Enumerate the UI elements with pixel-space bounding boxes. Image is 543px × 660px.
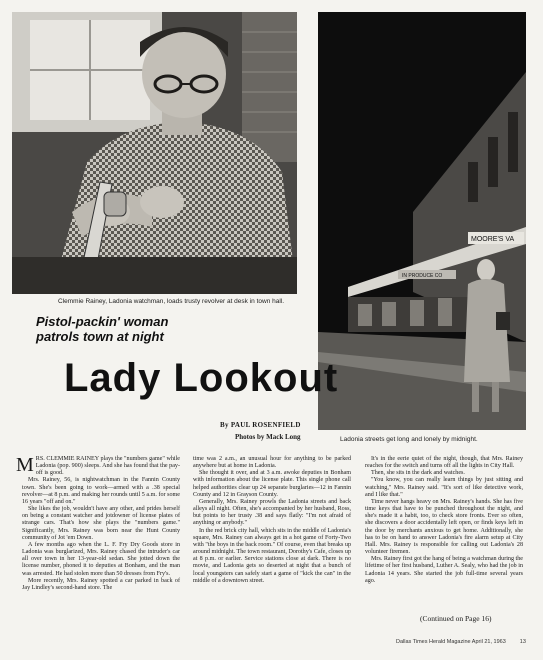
page-footer [396,639,526,645]
article-column-1 [16,454,180,592]
paragraph: Then, she sits in the dark and watches. [371,470,465,477]
photo-credit: Photos by Mack Long [235,433,301,441]
paragraph: More recently, Mrs. Rainey spotted a car parked in back of Jay Lindley's second-hand store. The [22,577,180,591]
paragraph: Time never hangs heavy on Mrs. Rainey's hands. She has five time keys that have to be punched throughout the night, and she's made it a habit, too, to check store fronts. Ever so often, she discovers a door accidentally left open, or finds keys left in the door by merchants anxious to get home. Additionally, she has to be on hand to answer Ladonia's fire alarm setup at City Hall. Mrs. Rainey is responsible for calling out Ladonia's 28 volunteer firemen. [365,498,523,556]
photo-night-street [318,12,526,430]
paragraph: "You know, you can really learn things by just sitting and watching," Mrs. Rainey said. "It's sort of like detective work, and I like that." [365,477,523,498]
continued-on-page-link: (Continued on Page 16) [420,614,492,623]
publication-info: Dallas Times Herald Magazine April 21, 1963 [396,639,506,645]
store-sign-moores: MOORE'S VA [471,236,515,243]
paragraph: In the red brick city hall, which sits in the middle of Ladonia's square, Mrs. Rainey can always get in a hot game of Forty-Two with "the boys in the back room." Of course, even that breaks up around midnight. The town restaurant, Dorothy's Cafe, closes up at 8 p.m. or earlier. Service stations close at dark. There is no movie, and Ladonia gets so deserted at night that a bunch of local youngsters can safely start a game of "kick the can" in the middle of a downtown street. [193,527,351,584]
paragraph: Generally, Mrs. Rainey prowls the Ladonia streets and back alleys all night. Often, she's accompanied by her husband, Ross, but points to her trusty .38 and says flatly: "I'm not afraid of anything or anybody." [193,498,351,527]
article-column-2 [193,456,351,585]
paragraph: It's in the eerie quiet of the night, though, that Mrs. Rainey reaches for the switch and turns off all the lights in City Hall. [365,456,523,470]
paragraph: MRS. CLEMMIE RAINEY plays the "numbers game" while Ladonia (pop. 900) sleeps. And she has found that the pay-off is good. [16,454,180,477]
paragraph: time was 2 a.m., an unusual hour for anything to be parked anywhere but at home in Ladonia. [193,456,351,470]
paragraph: She likes the job, wouldn't have any other, and prides herself on being a constant watcher and jotdowner of license plates of strange cars. That's how she plays the "numbers game." Significantly, Mrs. Rainey was born near the Hunt County community of Jot 'em Down. [22,506,180,541]
paragraph: A few months ago when the L. F. Fry Dry Goods store in Ladonia was burglarized, Mrs. Rainey chased the intruder's car all over town in her 13-year-old sedan. She jotted down the license number, phoned it to deputies at Bonham, and the man was arrested. He had stolen more than 50 dresses from Fry's. [22,541,180,577]
headline: Lady Lookout [64,356,339,400]
subheadline-line-2: patrols town at night [36,329,164,344]
photo-caption-left: Clemmie Rainey, Ladonia watchman, loads trusty revolver at desk in town hall. [58,298,285,305]
paragraph: Mrs. Rainey first got the hang of being a watchman during the lifetime of her first husband, Luther A. Sealy, who had the job in Ladonia 14 years. She started the job full-time several years ago. [365,556,523,584]
subheadline [36,314,168,344]
photo-caption-right: Ladonia streets get long and lonely by midnight. [340,436,478,443]
page-number: 13 [519,639,526,645]
paragraph: She thought it over, and at 3 a.m. awoke deputies in Bonham with information about the license plate. This single phone call helped authorities clear up 24 separate burglaries—12 in Fannin County and 12 in Grayson County. [193,470,351,498]
article-column-3 [365,456,523,585]
byline: By PAUL ROSENFIELD [220,421,301,429]
photo-woman-loading-revolver [12,12,297,294]
drop-cap: M [16,454,34,476]
paragraph: Mrs. Rainey, 56, is nightwatchman in the Fannin County town. She's been going to work—armed with a .38 special revolver—at 8 p.m. and making her rounds until 5 a.m. for some 16 years "off and on." [22,477,180,505]
store-sign-produce: IN PRODUCE CO [402,273,443,279]
subheadline-line-1: Pistol-packin' woman [36,314,169,329]
